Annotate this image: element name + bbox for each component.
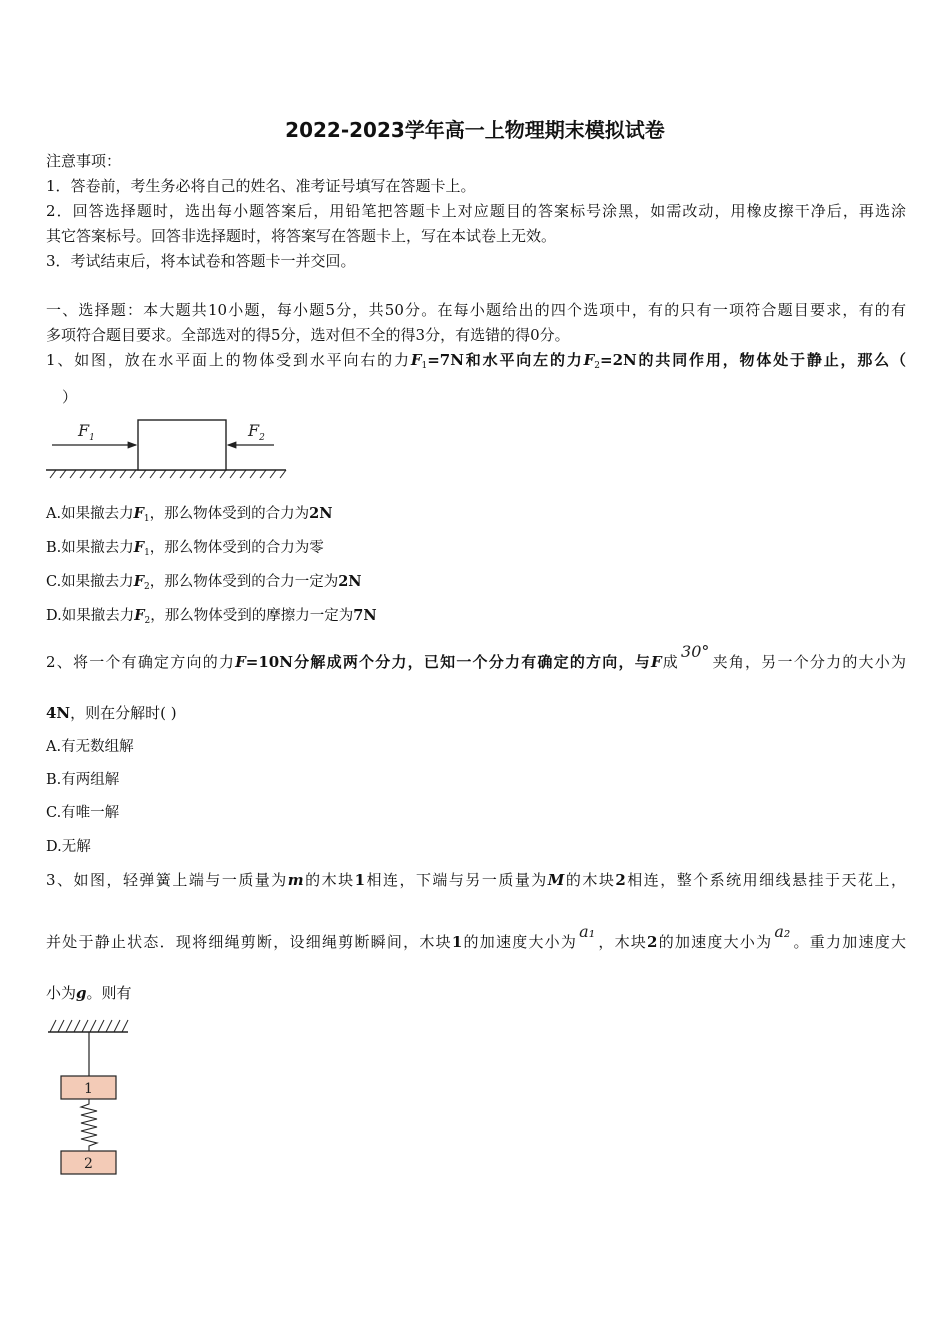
question-3-stem-line-2: 并处于静止状态．现将细绳剪断，设细绳剪断瞬间，木块1的加速度大小为a₁，木块2的加速度大小为a₂。重力加速度大 [46, 922, 906, 951]
q2-option-a: A.有无数组解 [46, 739, 134, 755]
question-3-stem-line-1: 3、如图，轻弹簧上端与一质量为m的木块1相连，下端与另一质量为M的木块2相连，整个系统用细线悬挂于天花上， [46, 871, 906, 889]
q1-option-b: B.如果撤去力$F_1$，那么物体受到的合力为零 [46, 539, 324, 558]
q2-option-b: B.有两组解 [46, 772, 120, 788]
notice-item-1: 1．答卷前，考生务必将自己的姓名、准考证号填写在答题卡上。 [46, 177, 476, 195]
q1-option-c: C.如果撤去力$F_2$，那么物体受到的合力一定为2N [46, 573, 362, 592]
question-2-stem-line-2: 4N，则在分解时( ) [46, 704, 177, 722]
block-1-label: 1 [84, 1081, 93, 1097]
q2-option-c: C.有唯一解 [46, 805, 120, 821]
section-intro-line-2: 多项符合题目要求。全部选对的得5分，选对但不全的得3分，有选错的得0分。 [46, 326, 570, 344]
question-2-stem: 2、将一个有确定方向的力F=10N分解成两个分力，已知一个分力有确定的方向，与F成30°夹角，另一个分力的大小为 [46, 642, 906, 671]
notice-heading: 注意事项： [46, 152, 122, 170]
block-2-label: 2 [84, 1156, 93, 1172]
notice-item-2-line-2: 其它答案标号。回答非选择题时，将答案写在答题卡上，写在本试卷上无效。 [46, 227, 557, 245]
spring [81, 1099, 97, 1151]
f2-label: $F_2$ [248, 421, 265, 443]
q1-option-d: D.如果撤去力$F_2$，那么物体受到的摩擦力一定为7N [46, 607, 377, 626]
q2-option-d: D.无解 [46, 839, 91, 855]
block [138, 420, 226, 470]
symbol-a1: a₁ [579, 922, 596, 941]
page-title: 2022-2023学年高一上物理期末模拟试卷 [285, 118, 665, 142]
angle-30-degrees: 30° [681, 642, 710, 661]
section-intro-line-1: 一、选择题：本大题共10小题，每小题5分，共50分。在每小题给出的四个选项中，有的只有一项符合题目要求，有的有 [46, 301, 906, 319]
notice-item-2-line-1: 2．回答选择题时，选出每小题答案后，用铅笔把答题卡上对应题目的答案标号涂黑，如需改动，用橡皮擦干净后，再选涂 [46, 202, 906, 220]
spring-block-diagram [46, 1016, 132, 1178]
question-1-stem: 1、如图，放在水平面上的物体受到水平向右的力$F_1=7N$和水平向左的力$F_2=2N$的共同作用，物体处于静止，那么（ [46, 351, 907, 371]
symbol-a2: a₂ [774, 922, 791, 941]
notice-item-3: 3．考试结束后，将本试卷和答题卡一并交回。 [46, 252, 356, 270]
force-diagram [44, 414, 290, 480]
question-1-paren-close: ） [62, 388, 78, 406]
question-3-stem-line-3: 小为g。则有 [46, 984, 132, 1002]
q1-option-a: A.如果撤去力$F_1$，那么物体受到的合力为2N [46, 505, 333, 524]
f1-label: $F_1$ [78, 421, 95, 443]
